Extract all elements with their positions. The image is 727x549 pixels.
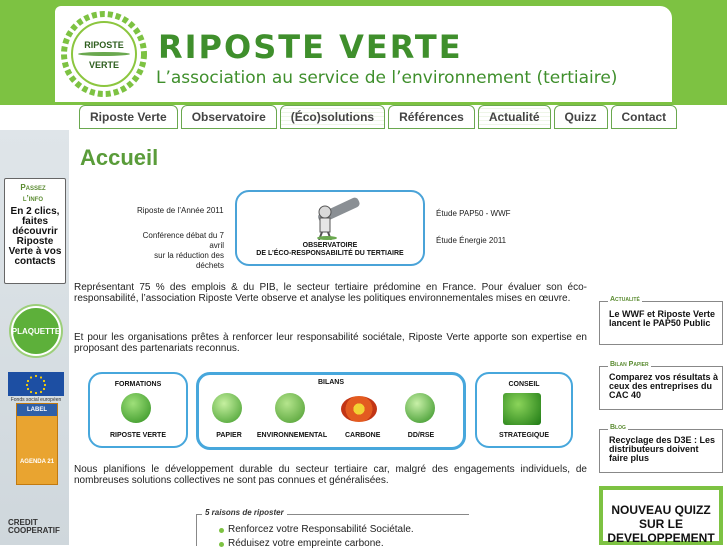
tab-quizz[interactable]: Quizz: [554, 105, 608, 129]
riposte-verte-label: RIPOSTE VERTE: [109, 432, 166, 439]
raisons-title: 5 raisons de riposter: [202, 508, 287, 517]
news-kicker-bilan-papier: Bilan Papier: [610, 361, 649, 368]
tab-references[interactable]: Références: [388, 105, 475, 129]
link-conference-line-1: Conférence débat du 7 avril: [142, 231, 224, 250]
ddrse-icon: [405, 393, 435, 423]
formations-icon: [121, 393, 151, 423]
strategique-icon: [503, 393, 541, 425]
page-title: Accueil: [80, 145, 159, 170]
strategique-label: STRATEGIQUE: [498, 432, 550, 439]
tab-riposte-verte[interactable]: Riposte Verte: [79, 105, 178, 129]
ddrse-label: DD/RSE: [407, 432, 435, 439]
tab-ecosolutions[interactable]: (Éco)solutions: [280, 105, 385, 129]
eu-flag-icon[interactable]: [8, 372, 64, 396]
share-kicker: [8, 182, 58, 204]
logo-top-text: RIPOSTE: [84, 40, 124, 50]
news-link-bilan-papier[interactable]: Comparez vos résultats à ceux des entreprises du CAC 40: [609, 372, 719, 400]
main-nav: [79, 105, 677, 129]
bilans-label: BILANS: [317, 379, 345, 386]
quiz-line-3: DEVELOPPEMENT: [607, 531, 715, 545]
carbone-icon: [341, 396, 377, 422]
tab-observatoire[interactable]: Observatoire: [181, 105, 277, 129]
formations-label: FORMATIONS: [114, 381, 162, 388]
observatoire-banner[interactable]: [235, 190, 425, 266]
share-kicker-line-2: l’info: [22, 194, 44, 203]
environnement-icon: [275, 393, 305, 423]
intro-paragraph-2: Et pour les organisations prêtes à renforcer leur responsabilité sociétale, Riposte Verte apporte son expertise en proposant des partenariats reconnus.: [74, 332, 587, 354]
link-etude-pap50[interactable]: Étude PAP50 - WWF: [436, 209, 511, 218]
telescope-person-icon: [307, 194, 367, 240]
observatoire-caption-line-1: OBSERVATOIRE: [302, 242, 358, 249]
intro-paragraph-1: Représentant 75 % des emplois & du PIB, le secteur tertiaire prédomine en France. Pour évaluer son éco-responsabilité, l’association Riposte Verte observe et analyse les politiques environnementales mises en œuvre.: [74, 282, 587, 304]
news-link-blog[interactable]: Recyclage des D3E : Les distributeurs doivent faire plus: [609, 435, 716, 463]
agenda-label: LABEL: [17, 404, 57, 416]
raison-item-2: Réduisez votre empreinte carbone.: [228, 538, 384, 549]
tab-contact[interactable]: Contact: [611, 105, 678, 129]
observatoire-caption-line-2: DE L’ÉCO-RESPONSABILITÉ DU TERTIAIRE: [256, 250, 404, 257]
riposte-verte-logo[interactable]: [60, 10, 148, 98]
quiz-line-2: SUR LE: [638, 517, 683, 531]
share-link[interactable]: En 2 clics, faites découvrir Riposte Verte à vos contacts: [8, 206, 62, 267]
share-kicker-line-1: Passez: [20, 183, 46, 192]
link-riposte-annee[interactable]: Riposte de l’Année 2011: [137, 206, 224, 215]
plaquette-button[interactable]: PLAQUETTE: [11, 306, 61, 356]
news-link-actualite[interactable]: Le WWF et Riposte Verte lancent le PAP50 Public: [609, 309, 716, 328]
eu-caption: Fonds social européen: [10, 397, 62, 403]
carbone-label: CARBONE: [345, 432, 381, 439]
credit-cooperatif-logo[interactable]: CREDIT COOPERATIF: [8, 518, 60, 535]
logo-bottom-text: VERTE: [88, 60, 120, 70]
link-etude-energie[interactable]: Étude Énergie 2011: [436, 236, 507, 245]
link-conference[interactable]: [128, 231, 224, 271]
news-kicker-actualite: Actualité: [610, 296, 640, 303]
site-title: RIPOSTE VERTE: [158, 28, 463, 66]
environnemental-label: ENVIRONNEMENTAL: [256, 432, 328, 439]
link-conference-line-2: sur la réduction des déchets: [154, 251, 224, 270]
papier-icon: [212, 393, 242, 423]
papier-label: PAPIER: [216, 432, 242, 439]
intro-paragraph-3: Nous planifions le développement durable du secteur tertiaire car, malgré des engagements individuels, de nombreuses solutions collectives ne sont pas connues et généralisées.: [74, 464, 587, 486]
raison-item-1: Renforcez votre Responsabilité Sociétale.: [228, 524, 414, 535]
agenda-text: AGENDA 21: [19, 459, 55, 465]
tab-actualite[interactable]: Actualité: [478, 105, 551, 129]
site-subtitle: L’association au service de l’environnement (tertiaire): [156, 68, 618, 88]
observatoire-caption: [237, 242, 423, 258]
conseil-label: CONSEIL: [508, 381, 540, 388]
quiz-banner[interactable]: [599, 486, 723, 545]
agenda21-badge[interactable]: [16, 403, 58, 485]
quiz-line-1: NOUVEAU QUIZZ: [611, 503, 711, 517]
news-kicker-blog: Blog: [610, 424, 626, 431]
